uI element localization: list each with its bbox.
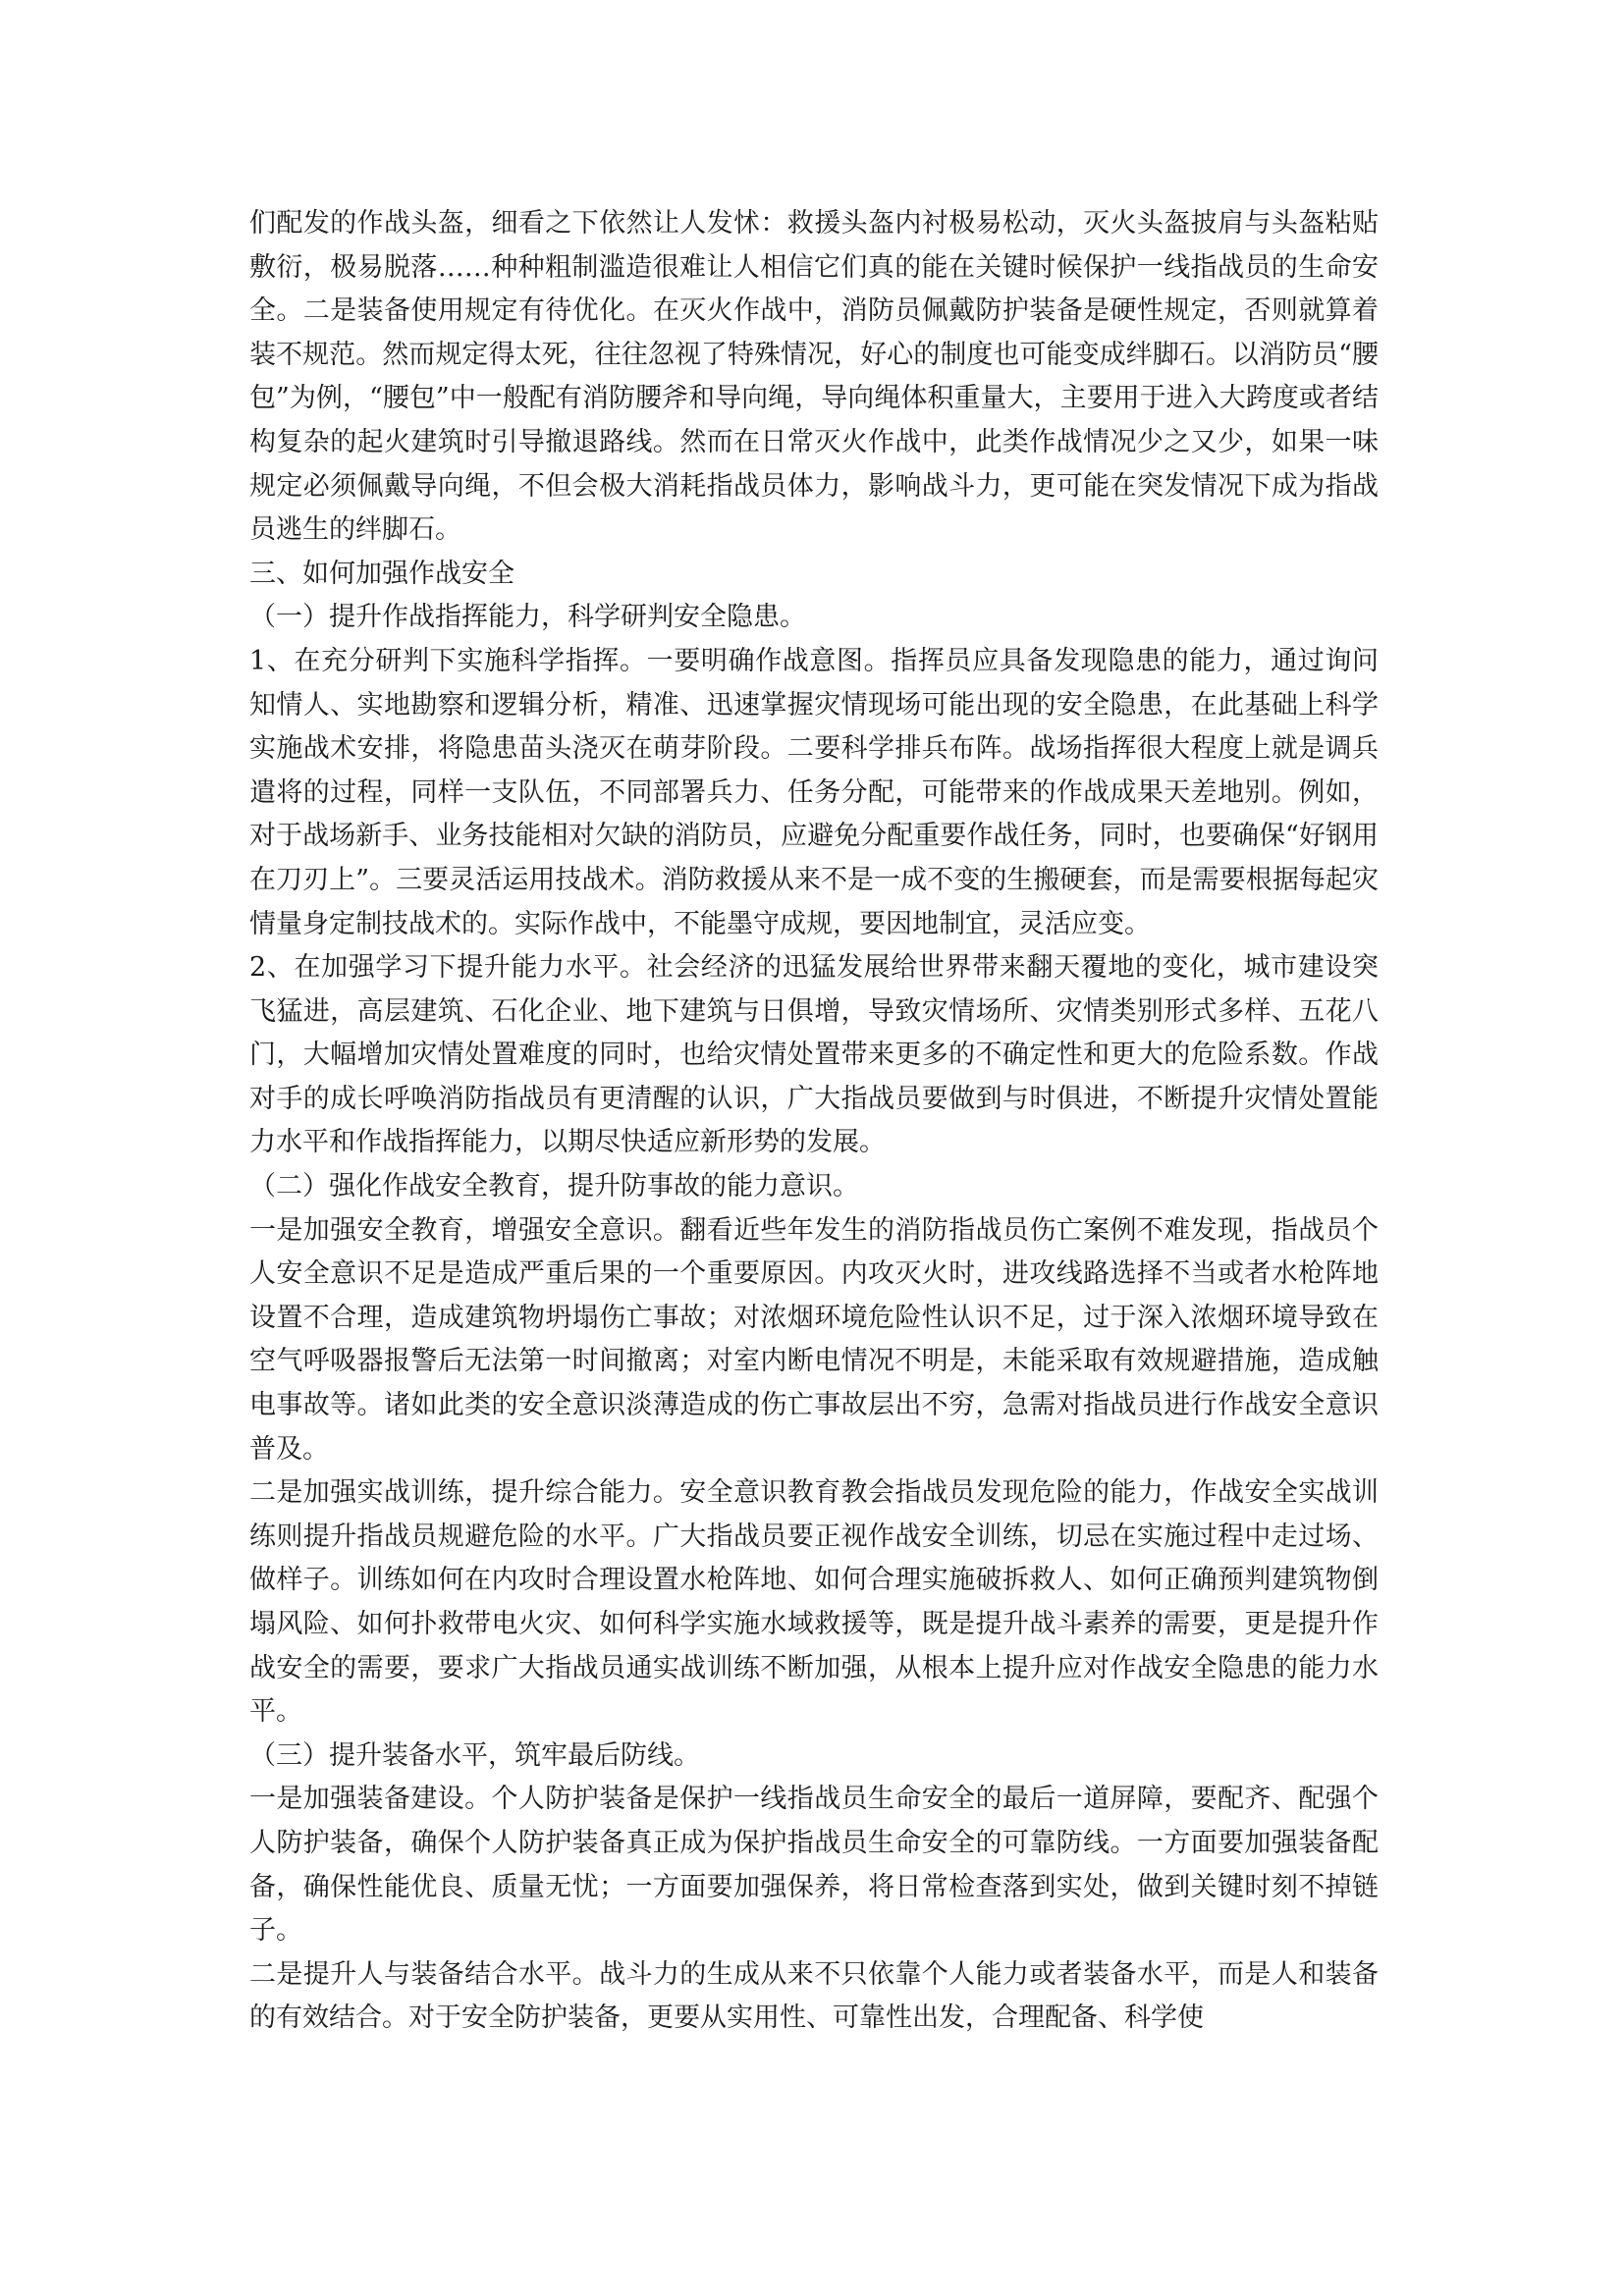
subheading-equipment-level: （三）提升装备水平，筑牢最后防线。 bbox=[249, 1739, 700, 1771]
paragraph-equipment-construction: 一是加强装备建设。个人防护装备是保护一线指战员生命安全的最后一道屏障，要配齐、配强个人防护装备，确保个人防护装备真正成为保护指战员生命安全的可靠防线。一方面要加强装备配备，确保性能优良、质量无忧；一方面要加强保养，将日常检查落到实处，做到关键时刻不掉链子。 bbox=[249, 1784, 1379, 1947]
paragraph-safety-awareness: 一是加强安全教育，增强安全意识。翻看近些年发生的消防指战员伤亡案例不难发现，指战员个人安全意识不足是造成严重后果的一个重要原因。内攻灭火时，进攻线路选择不当或者水枪阵地设置不合理，造成建筑物坍塌伤亡事故；对浓烟环境危险性认识不足，过于深入浓烟环境导致在空气呼吸器报警后无法第一时间撤离；对室内断电情况不明是，未能采取有效规避措施，造成触电事故等。诸如此类的安全意识淡薄造成的伤亡事故层出不穷，急需对指战员进行作战安全意识普及。 bbox=[249, 1214, 1379, 1465]
document-body bbox=[249, 202, 1379, 2041]
subheading-command-capability: （一）提升作战指挥能力，科学研判安全隐患。 bbox=[249, 602, 806, 633]
paragraph-human-equipment-integration: 二是提升人与装备结合水平。战斗力的生成从来不只依靠个人能力或者装备水平，而是人和装备的有效结合。对于安全防护装备，更要从实用性、可靠性出发，合理配备、科学使 bbox=[249, 1958, 1379, 2034]
paragraph-practical-training: 二是加强实战训练，提升综合能力。安全意识教育教会指战员发现危险的能力，作战安全实战训练则提升指战员规避危险的水平。广大指战员要正视作战安全训练，切忌在实施过程中走过场、做样子。训练如何在内攻时合理设置水枪阵地、如何合理实施破拆救人、如何正确预判建筑物倒塌风险、如何扑救带电火灾、如何科学实施水域救援等，既是提升战斗素养的需要，更是提升作战安全的需要，要求广大指战员通实战训练不断加强，从根本上提升应对作战安全隐患的能力水平。 bbox=[249, 1477, 1379, 1728]
paragraph-learning-ability: 2、在加强学习下提升能力水平。社会经济的迅猛发展给世界带来翻天覆地的变化，城市建设突飞猛进，高层建筑、石化企业、地下建筑与日俱增，导致灾情场所、灾情类别形式多样、五花八门，大幅增加灾情处置难度的同时，也给灾情处置带来更多的不确定性和更大的危险系数。作战对手的成长呼唤消防指战员有更清醒的认识，广大指战员要做到与时俱进，不断提升灾情处置能力水平和作战指挥能力，以期尽快适应新形势的发展。 bbox=[249, 952, 1379, 1158]
subheading-safety-education: （二）强化作战安全教育，提升防事故的能力意识。 bbox=[249, 1171, 859, 1202]
paragraph-scientific-command: 1、在充分研判下实施科学指挥。一要明确作战意图。指挥员应具备发现隐患的能力，通过询问知情人、实地勘察和逻辑分析，精准、迅速掌握灾情现场可能出现的安全隐患，在此基础上科学实施战术安排，将隐患苗头浇灭在萌芽阶段。二要科学排兵布阵。战场指挥很大程度上就是调兵遣将的过程，同样一支队伍，不同部署兵力、任务分配，可能带来的作战成果天差地别。例如，对于战场新手、业务技能相对欠缺的消防员，应避免分配重要作战任务，同时，也要确保“好钢用在刀刃上”。三要灵活运用技战术。消防救援从来不是一成不变的生搬硬套，而是需要根据每起灾情量身定制技战术的。实际作战中，不能墨守成规，要因地制宜，灵活应变。 bbox=[249, 645, 1379, 939]
paragraph-equipment-problems: 们配发的作战头盔，细看之下依然让人发怵：救援头盔内衬极易松动，灭火头盔披肩与头盔粘贴敷衍，极易脱落……种种粗制滥造很难让人相信它们真的能在关键时候保护一线指战员的生命安全。二是装备使用规定有待优化。在灭火作战中，消防员佩戴防护装备是硬性规定，否则就算着装不规范。然而规定得太死，往往忽视了特殊情况，好心的制度也可能变成绊脚石。以消防员“腰包”为例，“腰包”中一般配有消防腰斧和导向绳，导向绳体积重量大，主要用于进入大跨度或者结构复杂的起火建筑时引导撤退路线。然而在日常灭火作战中，此类作战情况少之又少，如果一味规定必须佩戴导向绳，不但会极大消耗指战员体力，影响战斗力，更可能在突发情况下成为指战员逃生的绊脚石。 bbox=[249, 208, 1379, 546]
section-heading-combat-safety: 三、如何加强作战安全 bbox=[249, 558, 514, 589]
